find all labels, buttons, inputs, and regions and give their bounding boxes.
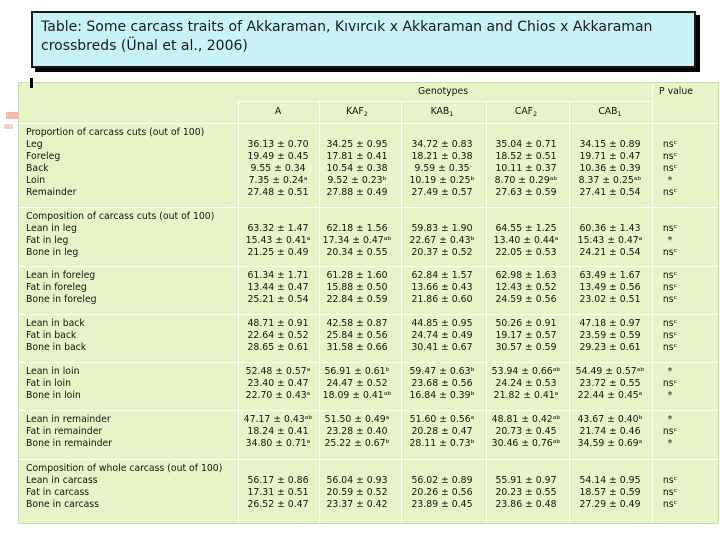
table-cell: 42.58 ± 0.87 (326, 318, 388, 329)
row-label: Bone in back (26, 342, 87, 353)
table-cell: 56.02 ± 0.89 (411, 475, 473, 486)
table-cell: 55.91 ± 0.97 (495, 475, 557, 486)
table-cell: 24.59 ± 0.56 (495, 294, 557, 305)
column-header-caf: $CAF_2$ (514, 106, 538, 118)
table-cell: 18.21 ± 0.38 (411, 151, 473, 162)
table-cell: 17.31 ± 0.51 (247, 487, 309, 498)
p-value-cell: nsᶜ (662, 151, 678, 162)
column-header-kab: $KAB_1$ (430, 106, 454, 118)
p-value-cell: nsᶜ (662, 487, 678, 498)
table-cell: 17.34 ± 0.47ᵃᵇ (322, 235, 392, 246)
p-value-cell: nsᶜ (662, 247, 678, 258)
row-label: Bone in foreleg (26, 294, 97, 305)
table-cell: 21.25 ± 0.49 (247, 247, 309, 258)
grid-line-horizontal (19, 362, 718, 363)
p-value-cell: * (667, 175, 673, 186)
table-cell: 25.22 ± 0.67ᵇ (324, 438, 390, 449)
table-cell: 10.54 ± 0.38 (326, 163, 388, 174)
table-cell: 27.29 ± 0.49 (579, 499, 641, 510)
table-cell: 9.55 ± 0.34 (250, 163, 306, 174)
table-cell: 34.15 ± 0.89 (579, 139, 641, 150)
table-cell: 44.85 ± 0.95 (411, 318, 473, 329)
row-label: Lean in carcass (26, 475, 98, 486)
table-cell: 62.18 ± 1.56 (326, 223, 388, 234)
table-cell: 25.21 ± 0.54 (247, 294, 309, 305)
row-label: Back (26, 163, 49, 174)
table-cell: 64.55 ± 1.25 (495, 223, 557, 234)
p-value-cell: nsᶜ (662, 378, 678, 389)
table-cell: 34.25 ± 0.95 (326, 139, 388, 150)
table-cell: 24.47 ± 0.52 (326, 378, 388, 389)
table-cell: 48.81 ± 0.42ᵃᵇ (491, 414, 561, 425)
table-cell: 60.36 ± 1.43 (579, 223, 641, 234)
column-header-cab: $CAB_1$ (598, 106, 622, 118)
table-cell: 23.68 ± 0.56 (411, 378, 473, 389)
table-cell: 8.70 ± 0.29ᵃᵇ (494, 175, 558, 186)
table-cell: 51.60 ± 0.56ᵃ (409, 414, 475, 425)
p-value-cell: nsᶜ (662, 294, 678, 305)
table-cell: 18.24 ± 0.41 (247, 426, 309, 437)
table-cell: 23.28 ± 0.40 (326, 426, 388, 437)
table-cell: 9.52 ± 0.23ᵇ (327, 175, 387, 186)
grid-line-horizontal (19, 123, 718, 124)
slide-title: Table: Some carcass traits of Akkaraman, Kıvırcık x Akkaraman and Chios x Akkaraman crossbreds (Ünal et al., 2006) (41, 19, 653, 54)
table-cell: 63.32 ± 1.47 (247, 223, 309, 234)
group-title: Proportion of carcass cuts (out of 100) (26, 127, 205, 138)
grid-line-vertical (652, 83, 653, 523)
table-cell: 21.86 ± 0.60 (411, 294, 473, 305)
table-cell: 54.49 ± 0.57ᵃᵇ (575, 366, 645, 377)
row-label: Loin (26, 175, 46, 186)
grid-line-horizontal (19, 459, 718, 460)
table-cell: 63.49 ± 1.67 (579, 270, 641, 281)
table-cell: 30.57 ± 0.59 (495, 342, 557, 353)
table-cell: 34.59 ± 0.69ᵃ (577, 438, 643, 449)
table-cell: 52.48 ± 0.57ᵃ (245, 366, 311, 377)
table-cell: 21.74 ± 0.46 (579, 426, 641, 437)
column-header-a: A (274, 106, 282, 117)
table-cell: 13.66 ± 0.43 (411, 282, 473, 293)
row-label: Bone in leg (26, 247, 79, 258)
table-cell: 62.84 ± 1.57 (411, 270, 473, 281)
row-label: Leg (26, 139, 43, 150)
table-cell: 19.17 ± 0.57 (495, 330, 557, 341)
p-value-cell: nsᶜ (662, 270, 678, 281)
table-cell: 27.63 ± 0.59 (495, 187, 557, 198)
table-cell: 48.71 ± 0.91 (247, 318, 309, 329)
p-value-cell: * (667, 438, 673, 449)
table-cell: 22.84 ± 0.59 (326, 294, 388, 305)
table-cell: 12.43 ± 0.52 (495, 282, 557, 293)
table-cell: 22.05 ± 0.53 (495, 247, 557, 258)
table-cell: 36.13 ± 0.70 (247, 139, 309, 150)
genotypes-header: Genotypes (417, 86, 469, 97)
table-cell: 10.36 ± 0.39 (579, 163, 641, 174)
table-cell: 10.11 ± 0.37 (495, 163, 557, 174)
group-title: Composition of carcass cuts (out of 100) (26, 211, 215, 222)
grid-line-horizontal (19, 266, 718, 267)
table-cell: 25.84 ± 0.56 (326, 330, 388, 341)
row-label: Foreleg (26, 151, 61, 162)
table-cell: 7.35 ± 0.24ᵃ (248, 175, 308, 186)
table-cell: 8.37 ± 0.25ᵃᵇ (578, 175, 642, 186)
p-value-cell: nsᶜ (662, 282, 678, 293)
table-cell: 20.23 ± 0.55 (495, 487, 557, 498)
p-value-cell: * (667, 366, 673, 377)
table-cell: 23.86 ± 0.48 (495, 499, 557, 510)
table-cell: 23.72 ± 0.55 (579, 378, 641, 389)
p-value-cell: nsᶜ (662, 163, 678, 174)
p-value-cell: * (667, 414, 673, 425)
table-cell: 10.19 ± 0.25ᵇ (409, 175, 475, 186)
table-cell: 62.98 ± 1.63 (495, 270, 557, 281)
table-cell: 27.49 ± 0.57 (411, 187, 473, 198)
table-cell: 61.34 ± 1.71 (247, 270, 309, 281)
row-label: Fat in leg (26, 235, 69, 246)
table-cell: 29.23 ± 0.61 (579, 342, 641, 353)
p-value-cell: nsᶜ (662, 223, 678, 234)
table-cell: 15.43 ± 0.47ᵃ (577, 235, 643, 246)
row-label: Bone in loin (26, 390, 81, 401)
table-cell: 56.04 ± 0.93 (326, 475, 388, 486)
table-cell: 20.28 ± 0.47 (411, 426, 473, 437)
table-cell: 30.41 ± 0.67 (411, 342, 473, 353)
table-cell: 23.37 ± 0.42 (326, 499, 388, 510)
grid-line-horizontal (19, 410, 718, 411)
table-cell: 35.04 ± 0.71 (495, 139, 557, 150)
table-cell: 47.17 ± 0.43ᵃᵇ (243, 414, 313, 425)
bullet-mark (30, 78, 33, 88)
decorative-mark (6, 112, 18, 119)
table-cell: 50.26 ± 0.91 (495, 318, 557, 329)
table-cell: 13.49 ± 0.56 (579, 282, 641, 293)
grid-line-horizontal (238, 101, 652, 102)
table-cell: 18.09 ± 0.41ᵃᵇ (322, 390, 392, 401)
table-cell: 22.64 ± 0.52 (247, 330, 309, 341)
p-value-cell: * (667, 390, 673, 401)
row-label: Lean in loin (26, 366, 80, 377)
table-cell: 20.34 ± 0.55 (326, 247, 388, 258)
table-cell: 30.46 ± 0.76ᵃᵇ (491, 438, 561, 449)
p-value-cell: nsᶜ (662, 139, 678, 150)
table-cell: 16.84 ± 0.39ᵇ (409, 390, 475, 401)
table-cell: 20.73 ± 0.45 (495, 426, 557, 437)
table-cell: 24.21 ± 0.54 (579, 247, 641, 258)
column-header-kaf: $KAF_2$ (346, 106, 368, 118)
table-cell: 61.28 ± 1.60 (326, 270, 388, 281)
row-label: Bone in remainder (26, 438, 113, 449)
row-label: Lean in leg (26, 223, 77, 234)
p-value-cell: nsᶜ (662, 187, 678, 198)
table-cell: 13.44 ± 0.47 (247, 282, 309, 293)
row-label: Lean in foreleg (26, 270, 96, 281)
decorative-mark-small (4, 124, 13, 129)
table-cell: 56.17 ± 0.86 (247, 475, 309, 486)
table-cell: 56.91 ± 0.61ᵇ (324, 366, 390, 377)
row-label: Lean in remainder (26, 414, 111, 425)
table-cell: 23.59 ± 0.59 (579, 330, 641, 341)
row-label: Lean in back (26, 318, 85, 329)
row-label: Fat in remainder (26, 426, 103, 437)
table-cell: 51.50 ± 0.49ᵃ (324, 414, 390, 425)
table-cell: 28.11 ± 0.73ᵇ (409, 438, 475, 449)
p-value-header: P value (659, 86, 693, 97)
p-value-cell: nsᶜ (662, 426, 678, 437)
table-cell: 22.67 ± 0.43ᵇ (409, 235, 475, 246)
table-cell: 34.80 ± 0.71ᵃ (245, 438, 311, 449)
row-label: Fat in foreleg (26, 282, 87, 293)
table-cell: 59.47 ± 0.63ᵇ (409, 366, 475, 377)
table-cell: 59.83 ± 1.90 (411, 223, 473, 234)
table-cell: 23.40 ± 0.47 (247, 378, 309, 389)
slide-title-box (31, 11, 696, 68)
table-cell: 19.49 ± 0.45 (247, 151, 309, 162)
table-cell: 13.40 ± 0.44ᵃ (493, 235, 559, 246)
table-cell: 20.26 ± 0.56 (411, 487, 473, 498)
table-cell: 19.71 ± 0.47 (579, 151, 641, 162)
row-label: Fat in loin (26, 378, 71, 389)
p-value-cell: nsᶜ (662, 475, 678, 486)
table-cell: 22.70 ± 0.43ᵃ (245, 390, 311, 401)
group-title: Composition of whole carcass (out of 100) (26, 463, 223, 474)
table-cell: 15.43 ± 0.41ᵃ (245, 235, 311, 246)
row-label: Fat in carcass (26, 487, 90, 498)
table-cell: 31.58 ± 0.66 (326, 342, 388, 353)
table-cell: 18.57 ± 0.59 (579, 487, 641, 498)
table-cell: 54.14 ± 0.95 (579, 475, 641, 486)
table-cell: 24.24 ± 0.53 (495, 378, 557, 389)
table-cell: 18.52 ± 0.51 (495, 151, 557, 162)
row-label: Bone in carcass (26, 499, 99, 510)
table-cell: 26.52 ± 0.47 (247, 499, 309, 510)
row-label: Fat in back (26, 330, 77, 341)
table-cell: 17.81 ± 0.41 (326, 151, 388, 162)
table-cell: 20.59 ± 0.52 (326, 487, 388, 498)
p-value-cell: nsᶜ (662, 318, 678, 329)
table-cell: 23.89 ± 0.45 (411, 499, 473, 510)
table-cell: 47.18 ± 0.97 (579, 318, 641, 329)
grid-line-horizontal (19, 207, 718, 208)
table-cell: 20.37 ± 0.52 (411, 247, 473, 258)
table-cell: 27.41 ± 0.54 (579, 187, 641, 198)
table-cell: 24.74 ± 0.49 (411, 330, 473, 341)
table-cell: 43.67 ± 0.40ᵇ (577, 414, 643, 425)
p-value-cell: nsᶜ (662, 499, 678, 510)
table-cell: 22.44 ± 0.45ᵃ (577, 390, 643, 401)
table-cell: 21.82 ± 0.41ᵃ (493, 390, 559, 401)
table-cell: 23.02 ± 0.51 (579, 294, 641, 305)
p-value-cell: * (667, 235, 673, 246)
p-value-cell: nsᶜ (662, 330, 678, 341)
row-label: Remainder (26, 187, 77, 198)
grid-line-horizontal (19, 314, 718, 315)
table-cell: 15.88 ± 0.50 (326, 282, 388, 293)
table-cell: 53.94 ± 0.66ᵃᵇ (491, 366, 561, 377)
table-cell: 28.65 ± 0.61 (247, 342, 309, 353)
table-cell: 27.48 ± 0.51 (247, 187, 309, 198)
table-cell: 27.88 ± 0.49 (326, 187, 388, 198)
table-cell: 34.72 ± 0.83 (411, 139, 473, 150)
table-cell: 9.59 ± 0.35 (414, 163, 470, 174)
p-value-cell: nsᶜ (662, 342, 678, 353)
